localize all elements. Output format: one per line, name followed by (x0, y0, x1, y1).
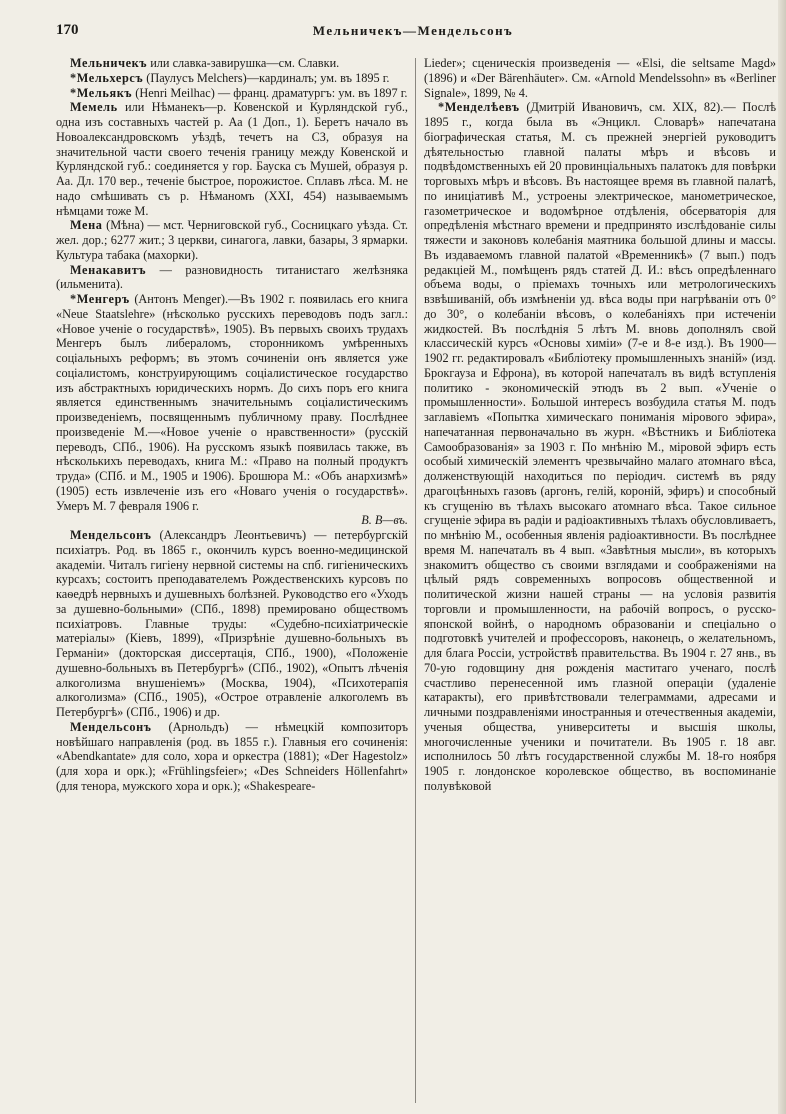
entry-text: (Александръ Леонтьевичъ) — петербургскій психіатръ. Род. въ 1865 г., окончилъ курсъ военно-медицинской академіи. Читалъ гигіену нервной системы на спб. гигіеническихъ курсахъ; состоитъ преподавателемъ Рождественскихъ курсовъ по каѳедрѣ нервныхъ и душевныхъ болѣзней. Руководство его «Уходъ за душевно-больными» (СПб., 1898) премировано обществомъ психіатровъ. Главные труды: «Судебно-психіатрическіе матеріалы» (Кіевъ, 1899), «Призрѣніе душевно-больныхъ въ Германіи» (докторская диссертація, СПб., 1900), «Положеніе душевно-больныхъ въ Петербургѣ» (СПб., 1902), «Опытъ лѣченія алкоголизма внушеніемъ» (Москва, 1904), «Психотерапія алкоголизма» (СПб., 1905), «Острое отравленіе алкоголемъ въ Петербургѣ» (СПб., 1906) и др. (56, 528, 408, 719)
entry-text: (Henri Meilhac) — франц. драматургъ: ум. въ 1897 г. (132, 85, 408, 100)
entry-headword: Мендельсонъ (70, 528, 152, 542)
entry-headword: Мена (70, 218, 103, 233)
entry-headword: *Менделѣевъ (438, 100, 520, 115)
dictionary-entry (56, 263, 408, 293)
entry-headword: Мендельсонъ (70, 719, 152, 734)
entry-text: или Нѣманекъ—р. Ковенской и Курляндской губ., одна изъ составныхъ частей р. Аа (1 Доп., 1). Беретъ начало въ Новоалександровскомъ уѣздѣ, течетъ на СЗ, образуя на значительной части своего теченія границу между Ковенской и Курляндской губ.: соединяется у гор. Бауска съ Мушей, образуя р. Аа. Дл. 170 вер., теченіе быстрое, порожистое. Сплавъ лѣса. М. не надо смѣшивать съ р. Нѣманомъ (XXI, 454) называемымъ нѣмцами тоже М. (56, 100, 408, 218)
entry-headword: Мельничекъ (70, 56, 148, 70)
entry-text: или славка-завирушка—см. Славки. (147, 56, 340, 70)
column-divider (415, 58, 416, 1103)
running-head: Мельничекъ—Мендельсонъ (312, 23, 514, 38)
dictionary-entry (56, 100, 408, 218)
page-header (0, 22, 786, 42)
entry-text: (Антонъ Menger).—Въ 1902 г. появилась его книга «Neue Staatslehre» (нѣсколько русскихъ переводовъ подъ загл.: «Новое ученіе о государствѣ», 1905). Въ первыхъ своихъ трудахъ Менгеръ былъ либераломъ, сторонникомъ умѣренныхъ соціальныхъ реформъ; въ этомъ сочиненіи онъ является уже соціалистомъ, конструирующимъ соціалистическое государство изъ абстрактныхъ юридическихъ нормъ. До сихъ поръ его книга является единственнымъ значительнымъ соціалистическимъ произведеніемъ, посвященнымъ публичному праву. Послѣднее произведеніе М.—«Новое ученіе о нравственности» (русскій переводъ, СПб., 1906). На русскомъ языкѣ появилась также, въ нѣсколькихъ переводахъ, книга М.: «Право на полный продуктъ труда» (СПб. и М., 1905 и 1906). Брошюра М.: «Объ анархизмѣ» (1905) есть извлеченіе изъ его «Новаго ученія о государствѣ». Умеръ М. 7 февраля 1906 г. (56, 292, 408, 513)
right-column (424, 56, 776, 794)
entry-text: (Мѣна) — мст. Черниговской губ., Сосницкаго уѣзда. Ст. жел. дор.; 6277 жит.; 3 церкви, синагога, лавки, базары, 3 ярмарки. Культура табака (махорки). (56, 218, 408, 262)
entry-text: (Дмитрій Ивановичъ, см. XIX, 82).— Послѣ 1895 г., когда была въ «Энцикл. Словарѣ» напечатана біографическая статья, М. съ прежней энергіей руководитъ дѣятельностью главной палаты мѣръ и вѣсовъ и подвѣдомственныхъ ей 20 провинціальныхъ палатокъ для повѣрки торговыхъ мѣръ и вѣсовъ. Въ настоящее время въ главной палатѣ, по иниціативѣ М., устроены электрическое, манометрическое, газометрическое и водомѣрное отдѣленія, обсерваторія для опредѣленія мѣстнаго времени и предпринято изслѣдованіе силы тяжести и законовъ колебанія маятника большой длины и массы. Въ издаваемомъ главной палатой «Временникѣ» (7 вып.) подъ редакціей М., помѣщенъ рядъ статей Д. И.: вѣсъ опредѣленнаго объема воды, о пріемахъ точныхъ или метрологическихъ взвѣшиваній, объ измѣненіи уд. вѣса воды при нагрѣваніи отъ 0° до 30°, о колебаніи вѣсовъ, о колебаніяхъ при истеченіи жидкостей. Въ послѣднія 5 лѣтъ М. вновь дополнялъ свой классическій курсъ «Основы химіи» (7-е и 8-е изд.). Въ 1900—1902 гг. редактировалъ «Библіотеку промышленныхъ знаній» (изд. Брокгауза и Ефрона), въ которой напечаталъ въ видѣ вступленія политико - экономическій этюдъ въ 2 вып. «Ученіе о промышленности». Большой интересъ возбудила статья М. подъ заглавіемъ «Попытка химическаго пониманія мірового эфира», напечатанная первоначально въ журн. «Вѣстникъ и Библіотека Самообразованія» за 1903 г. По мнѣнію М., міровой эфиръ есть особый химическій элементъ чрезвычайно малаго атомнаго вѣса, долженствующій находиться по періодич. системѣ въ ряду драгоцѣнныхъ газовъ (аргонъ, гелій, короній, эфиръ) и способный къ сгущенію въ тѣлахъ высокаго атомнаго вѣса. Такое сильное сгущеніе эфира въ радіи и радіоактивныхъ тѣлахъ обусловливаетъ, по мнѣнію М., особенныя явленія радіоактивности. Въ послѣднее время М. напечаталъ въ 4 вып. «Завѣтныя мысли», въ которыхъ знакомитъ общество съ своими взглядами и соображеніями на цѣлый рядъ современныхъ вопросовъ общественной и политической жизни нашей страны — на условія развитія торговли и промышленности, на рабочій вопросъ, о русско-японской войнѣ, о народномъ образованіи и спеціально о подготовкѣ учителей и профессоровъ, наконецъ, о желательномъ, для блага Россіи, устройствѣ правительства. Въ 1904 г. 27 янв., въ 70-ую годовщину дня рожденія маститаго ученаго, послѣ счастливо перенесенной имъ глазной операціи (удаленіе катаракты), его привѣтствовали телеграммами, адресами и личными поздравленіями иностранныя и отечественныя академіи, ученыя общества, университеты и высшія школы, многочисленные ученики и почитатели. Въ 1905 г. 18 авг. исполнилось 50 лѣтъ государственной службы М. 18-го ноября 1905 г. лондонское королевское общество, въ воспоминаніе полувѣковой (424, 100, 776, 793)
entry-text: (Арнольдъ) — нѣмецкій композиторъ новѣйшаго направленія (род. въ 1855 г.). Главныя его сочиненія: «Abendkantate» для соло, хора и оркестра (1881); «Der Hagestolz» (для хора и орк.); «Frühlingsfeier»; «Des Schneiders Höllenfahrt» (для тенора, мужского хора и орк.); «Shakespeare- (56, 719, 408, 793)
entry-text: — разновидность титанистаго желѣзняка (ильменита). (56, 262, 408, 292)
entry-headword: *Мельхерсъ (70, 70, 144, 85)
entry-headword: Менакавитъ (70, 262, 147, 277)
dictionary-entry (424, 100, 776, 793)
page-number: 170 (56, 22, 79, 38)
page-edge-shadow (778, 0, 786, 1114)
left-column (56, 56, 408, 794)
dictionary-entry (56, 218, 408, 262)
dictionary-entry (56, 528, 408, 720)
entry-headword: *Мельякъ (70, 85, 133, 100)
entry-text: Lieder»; сценическія произведенія — «Elsi, die seltsame Magd» (1896) и «Der Bärenhäuter». См. «Arnold Mendelssohn» въ «Berliner Signale», 1899, № 4. (424, 56, 776, 100)
entry-headword: Мемель (70, 100, 118, 115)
entry-text: (Паулусъ Melchers)—кардиналъ; ум. въ 1895 г. (143, 70, 390, 85)
dictionary-entry (56, 86, 408, 101)
dictionary-entry (424, 56, 776, 100)
dictionary-entry (56, 292, 408, 528)
author-signature: В. В—въ. (361, 513, 408, 528)
dictionary-entry (56, 720, 408, 794)
entry-headword: *Менгеръ (70, 292, 130, 306)
dictionary-entry (56, 56, 408, 71)
dictionary-entry (56, 71, 408, 86)
